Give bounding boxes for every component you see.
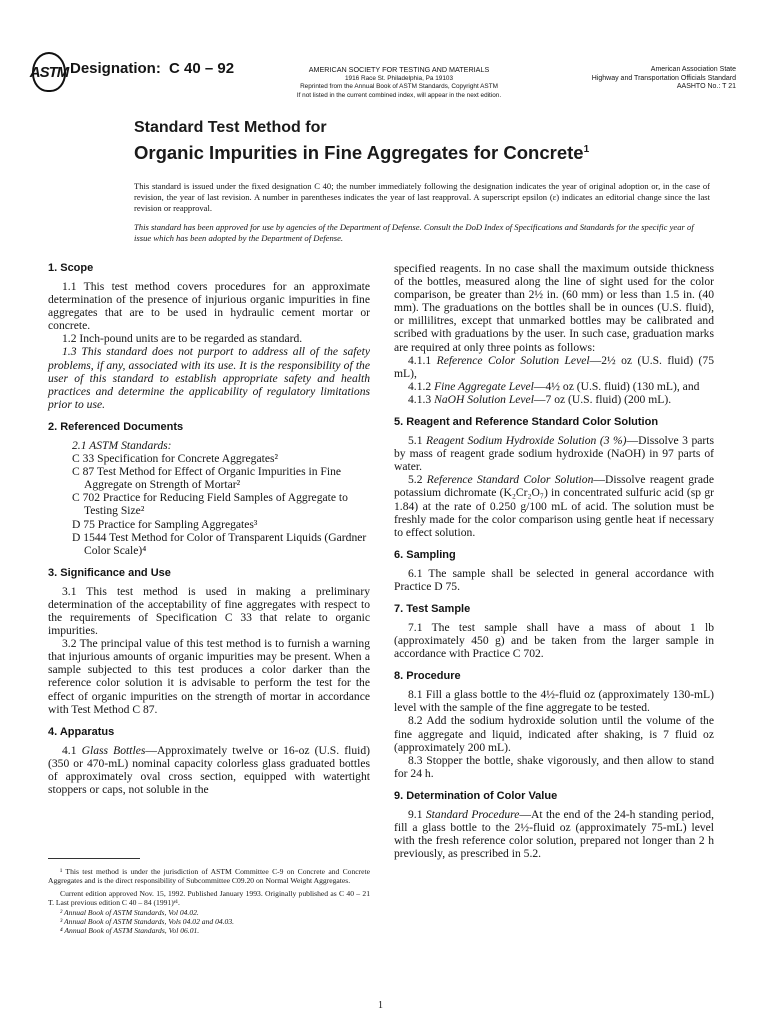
page-number: 1 [378, 1000, 383, 1011]
paragraph [48, 345, 370, 410]
reference-item: C 33 Specification for Concrete Aggregates² [72, 452, 278, 466]
paragraph [394, 354, 714, 380]
clause-number: 9.1 [408, 807, 423, 821]
designation-value: C 40 – 92 [169, 60, 235, 77]
astm-logo: ASTM [32, 52, 66, 92]
section-apparatus [48, 726, 370, 796]
clause-number: 4.1.3 [408, 392, 432, 406]
section-test-sample [394, 603, 714, 660]
section-scope [48, 262, 370, 411]
footnote: Current edition approved Nov. 15, 1992. Published January 1993. Originally published as C 40 – 21 T. Last previous edition C 40 – 84 (1991)ᵉ¹. [48, 888, 370, 908]
footnotes [48, 858, 370, 936]
clause-text: —Dissolve reagent grade potassium dichromate (K₂Cr₂O₇) in concentrated sulfuric acid (sp gr 1.84) at the rate of 0.250 g/100 mL of acid. The solution must be freshly made for the color comparison using gentle heat if necessary to effect solution. [394, 473, 714, 539]
section-heading: 6. Sampling [394, 548, 456, 561]
reference-item: C 702 Practice for Reducing Field Samples of Aggregate to Testing Size² [72, 491, 348, 518]
publisher-line: AMERICAN SOCIETY FOR TESTING AND MATERIALS [308, 65, 490, 74]
paragraph: 7.1 The test sample shall have a mass of about 1 lb (approximately 450 g) and be taken from the larger sample in accordance with Practice C 702. [394, 620, 714, 661]
footnote: ¹ This test method is under the jurisdiction of ASTM Committee C-9 on Concrete and Concrete Aggregates and is the direct responsibility of Subcommittee C09.20 on Normal Weight Aggregates. [48, 867, 370, 886]
title-footnote-mark: 1 [583, 144, 590, 155]
subsection-label: 2.1 ASTM Standards: [72, 438, 172, 452]
footnote: ⁴ Annual Book of ASTM Standards, Vol 06.01. [60, 926, 200, 936]
section-heading: 8. Procedure [394, 670, 461, 683]
clause-text: —At the end of the 24-h standing period, fill a glass bottle to the 2½-fluid oz (approximately 75-mL) level with the fresh reference color solution, prepared not longer than 2 h previously, as prescribed in 5.2. [394, 807, 714, 861]
clause-text: —4½ oz (U.S. fluid) (130 mL), and [533, 379, 700, 393]
designation [70, 60, 234, 77]
title-text: Organic Impurities in Fine Aggregates for Concrete [134, 142, 584, 163]
section-heading: 5. Reagent and Reference Standard Color Solution [394, 416, 659, 429]
paragraph [394, 434, 714, 473]
clause-number: 4.1 [62, 743, 77, 757]
section-heading: 4. Apparatus [48, 725, 115, 738]
aashto-line: Highway and Transportation Officials Standard [591, 74, 736, 82]
section-heading: 2. Referenced Documents [48, 420, 184, 433]
paragraph: 6.1 The sample shall be selected in general accordance with Practice D 75. [394, 566, 714, 593]
clause-number: 4.1.1 [408, 353, 432, 367]
aashto-line: American Association State [650, 66, 736, 73]
paragraph: 8.3 Stopper the bottle, shake vigorously, and then allow to stand for 24 h. [394, 753, 714, 780]
clause-number: 5.1 [408, 434, 423, 448]
section-heading: 9. Determination of Color Value [394, 789, 558, 802]
paragraph: 8.2 Add the sodium hydroxide solution until the volume of the fine aggregate and liquid, indicated after shaking, is 7 fluid oz (approximately 200 mL). [394, 714, 714, 754]
publisher-line: 1916 Race St. Philadelphia, Pa 19103 [344, 74, 453, 82]
clause-term: Reference Color Solution Level [436, 353, 590, 367]
section-reagent [394, 416, 714, 539]
paragraph: 3.2 The principal value of this test method is to furnish a warning that injurious amounts of organic impurities may be present. When a sample subjected to this test produces a color darker than the reference color solution it is advisable to perform the test for the effect of organic impurities on the strength of mortar in accordance with Test Method C 87. [48, 637, 370, 716]
section-heading: 1. Scope [48, 262, 94, 274]
paragraph: 1.1 This test method covers procedures for an approximate determination of the presence of injurious organic impurities in fine aggregates that are to be used in hydraulic cement mortar or concrete. [48, 280, 370, 333]
clause-term: NaOH Solution Level [434, 392, 534, 406]
section-determination [394, 790, 714, 860]
clause-term: Standard Procedure [425, 807, 520, 821]
clause-number: 4.1.2 [408, 379, 432, 393]
document-title [134, 118, 694, 164]
right-column [394, 262, 714, 870]
aashto-line: AASHTO No.: T 21 [676, 83, 736, 91]
paragraph [394, 808, 714, 860]
title-line-2 [134, 138, 694, 164]
reference-item: C 87 Test Method for Effect of Organic Impurities in Fine Aggregate on Strength of Mortar² [72, 465, 342, 492]
paragraph: 3.1 This test method is used in making a preliminary determination of the acceptability of fine aggregates with respect to the requirements of Specification C 33 that relate to organic impurities. [48, 584, 370, 638]
section-apparatus-continued [394, 262, 714, 406]
clause-term: Reference Standard Color Solution [426, 473, 594, 487]
reference-item: D 1544 Test Method for Color of Transparent Liquids (Gardner Color Scale)⁴ [72, 530, 367, 557]
paragraph: 8.1 Fill a glass bottle to the 4½-fluid oz (approximately 130-mL) level with the sample of the fine aggregate to be tested. [394, 688, 714, 715]
section-significance [48, 567, 370, 716]
section-heading: 7. Test Sample [394, 602, 471, 615]
italic-paragraph: 1.3 This standard does not purport to address all of the safety problems, if any, associated with its use. It is the responsibility of the user of this standard to establish appropriate safety and health practices and determine the applicability of regulatory limitations prior to use. [48, 345, 370, 411]
clause-term: Fine Aggregate Level [434, 379, 534, 393]
clause-term: Reagent Sodium Hydroxide Solution (3 %) [425, 434, 627, 448]
approved-note: This standard has been approved for use by agencies of the Department of Defense. Consult the DoD Index of Specifications and Standards for the specific year of issue which has been adopted by the Department of Defense. [134, 222, 694, 243]
issued-note: This standard is issued under the fixed designation C 40; the number immediately following the designation indicates the year of original adoption or, in the case of revision, the year of last revision. A number in parentheses indicates the year of last reapproval. A superscript epsilon (ε) indicates an editorial change since the last revision or reapproval. [134, 181, 710, 213]
clause-number: 5.2 [408, 473, 423, 487]
publisher-line: If not listed in the current combined index, will appear in the next edition. [296, 91, 502, 99]
footnote-rule [48, 858, 140, 859]
paragraph: 1.2 Inch-pound units are to be regarded as standard. [62, 332, 303, 346]
title-line-1: Standard Test Method for [134, 119, 327, 136]
reference-item: D 75 Practice for Sampling Aggregates³ [72, 517, 258, 531]
paragraph: specified reagents. In no case shall the maximum outside thickness of the bottles, measured along the line of sight used for the color comparison, be greater than 2½ in. (60 mm) or less than 1.5 in. (40 mm). The graduations on the bottles shall be in ounces (U.S. fluid), or millilitres, except that unmarked bottles may be calibrated and scribed with graduations by the user. In such case, graduation marks are required at only three points as follows: [394, 262, 714, 354]
footnote: ³ Annual Book of ASTM Standards, Vols 04.02 and 04.03. [60, 917, 235, 927]
designation-label: Designation: [70, 60, 161, 77]
left-column [48, 262, 370, 806]
clause-text: —Dissolve 3 parts by mass of reagent grade sodium hydroxide (NaOH) in 97 parts of water. [394, 434, 714, 474]
paragraph [394, 380, 714, 393]
aashto-block [560, 66, 736, 92]
section-sampling [394, 549, 714, 593]
paragraph [394, 473, 714, 538]
section-heading: 3. Significance and Use [48, 566, 171, 579]
clause-text: —7 oz (U.S. fluid) (200 mL). [533, 392, 672, 406]
publisher-line: Reprinted from the Annual Book of ASTM Standards, Copyright ASTM [300, 83, 498, 90]
section-procedure [394, 670, 714, 780]
paragraph [394, 393, 714, 406]
clause-term: Glass Bottles [81, 743, 146, 757]
clause-text: —Approximately twelve or 16-oz (U.S. fluid) (350 or 470-mL) nominal capacity colorless glass graduated bottles of approximately oval cross section, equipped with watertight stoppers or caps, not soluble in the [48, 743, 371, 796]
clause-text: —2½ oz (U.S. fluid) (75 mL), [394, 353, 714, 380]
paragraph [48, 744, 370, 796]
section-referenced-documents [48, 421, 370, 557]
publisher-block [268, 66, 530, 100]
footnote: ² Annual Book of ASTM Standards, Vol 04.02. [60, 907, 199, 917]
